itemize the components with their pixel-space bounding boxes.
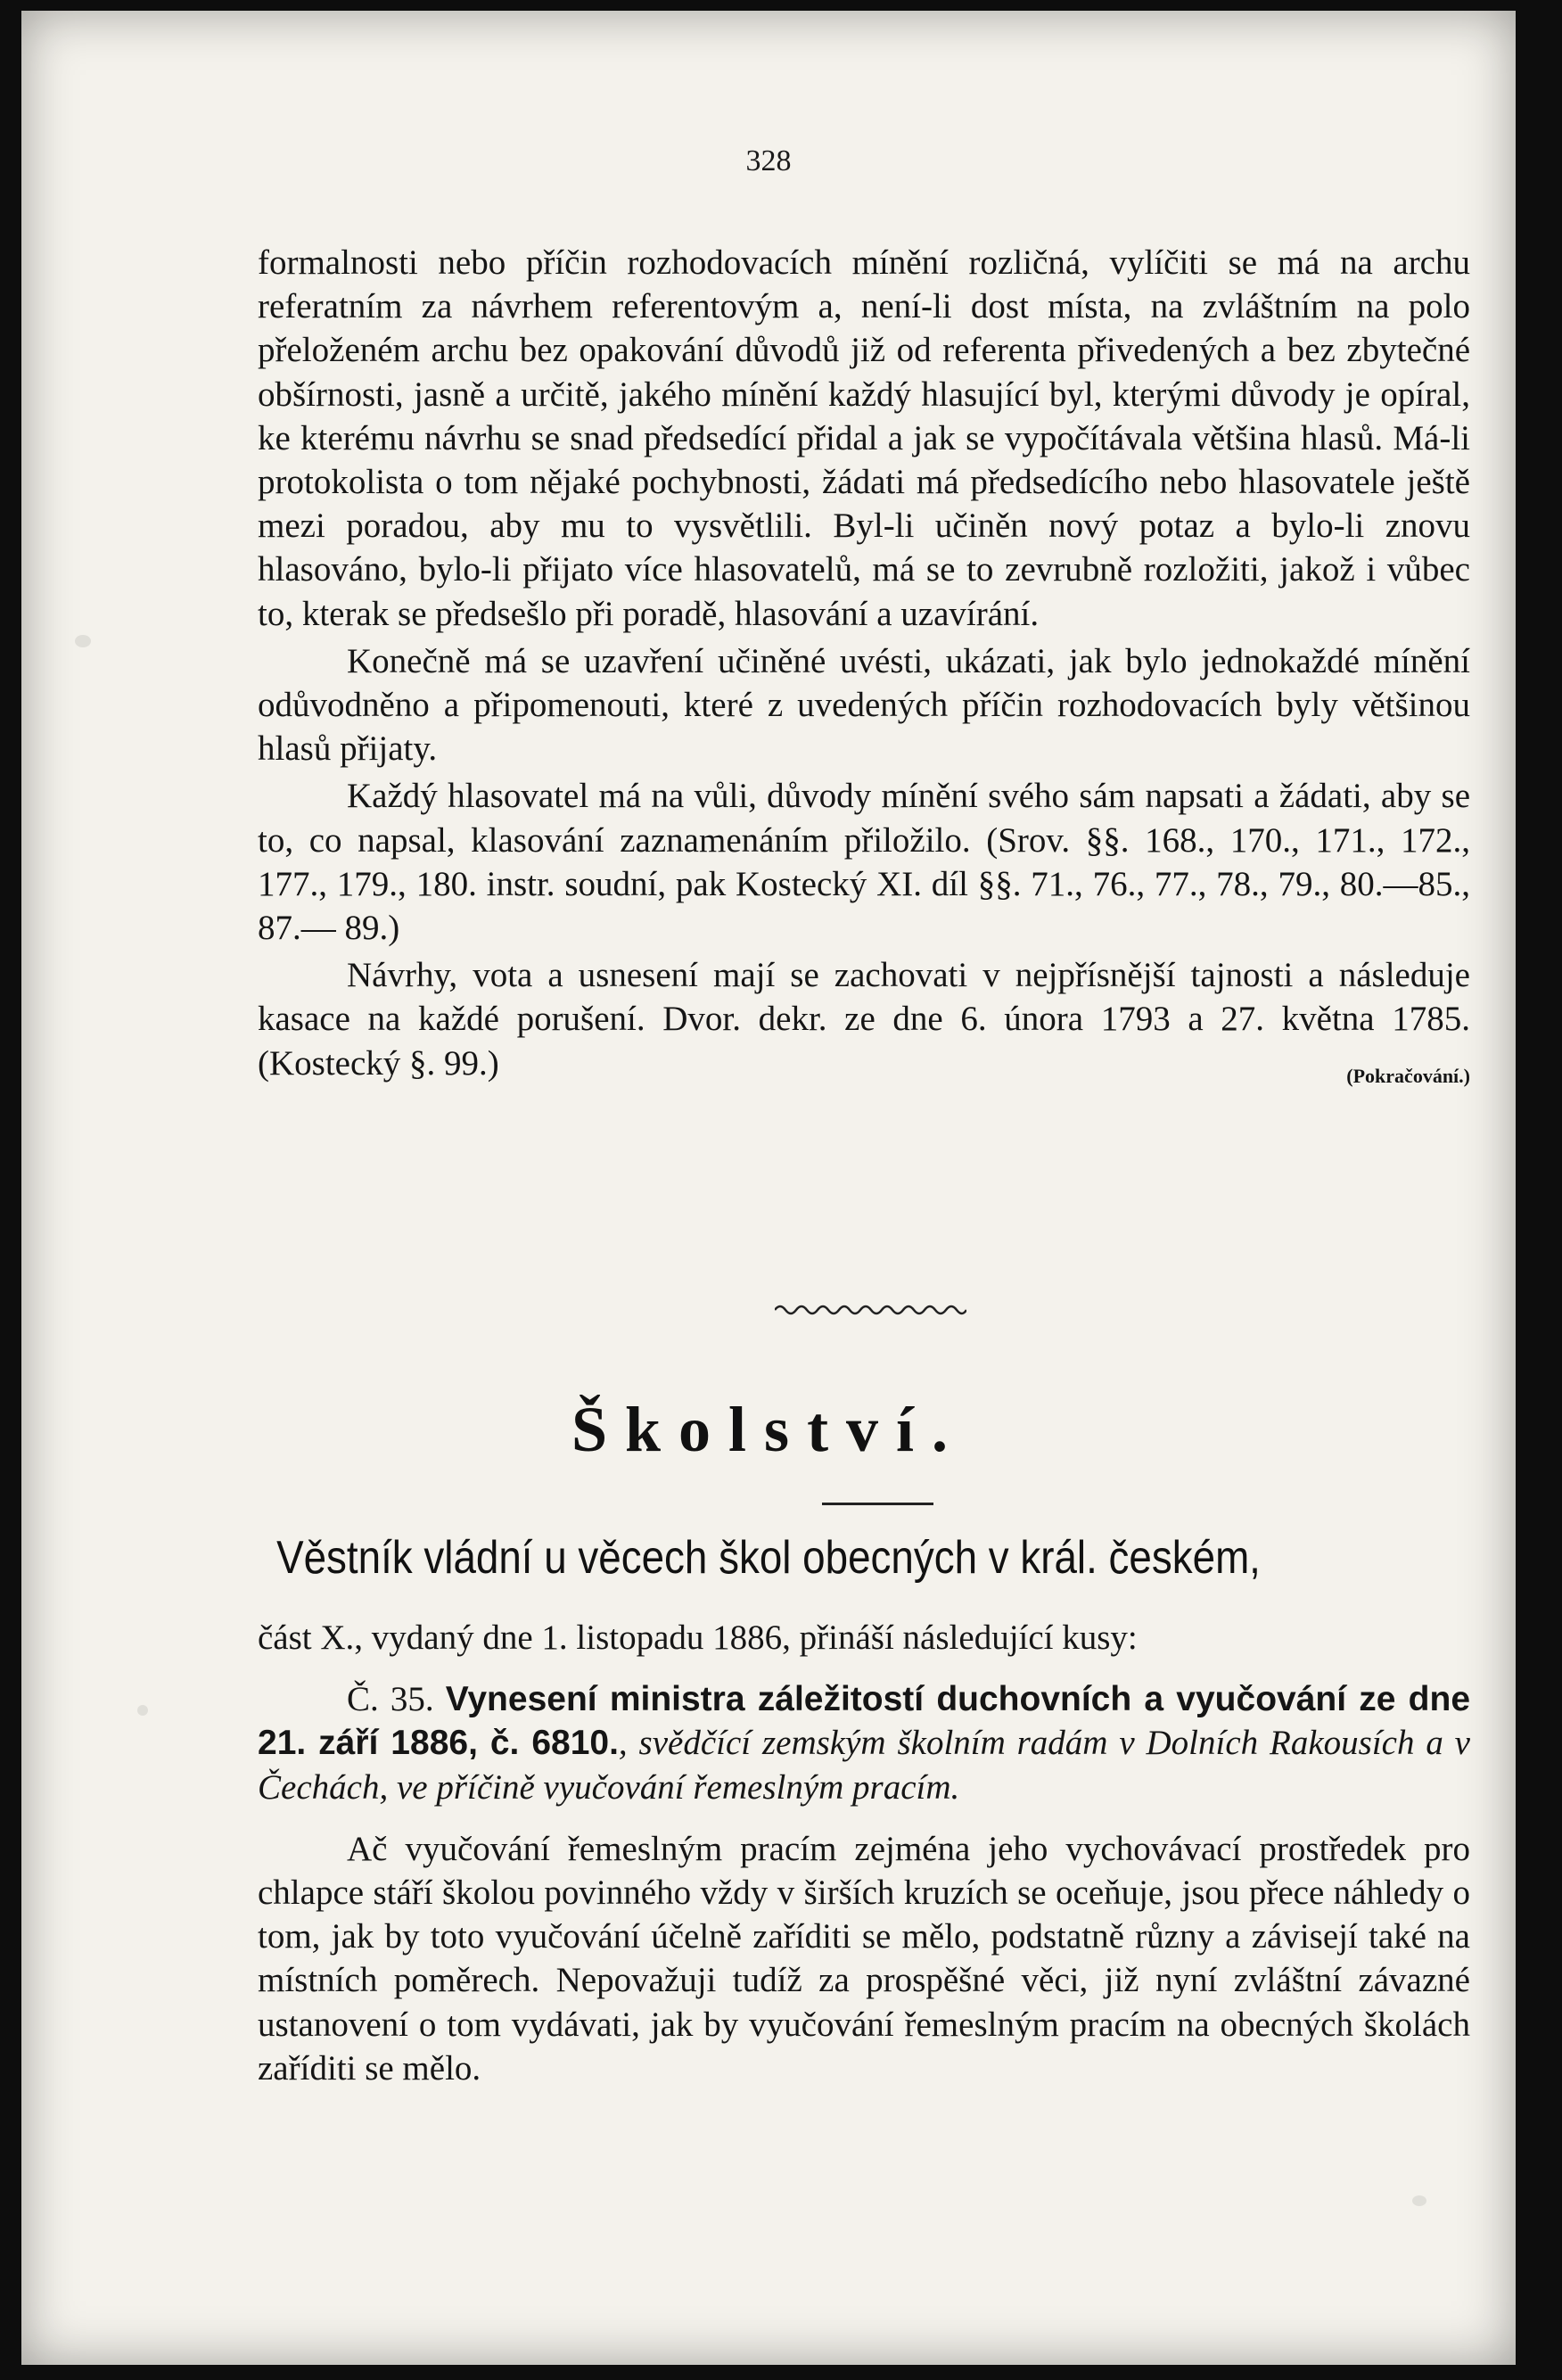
paragraph-2: Konečně má se uzavření učiněné uvésti, ukázati, jak bylo jednokaždé mínění odůvodněno a připomenouti, které z uvedených příčin rozhodovacích byly většinou hlasů přijaty.	[258, 641, 1470, 769]
subtitle: Věstník vládní u věcech škol obecných v král. českém,	[276, 1532, 1261, 1584]
paragraph-3: Každý hlasovatel má na vůli, důvody mínění svého sám napsati a žádati, aby se to, co napsal, klasování zaznamenáním přiložilo. (Srov. §§. 168., 170., 171., 172., 177., 179., 180. instr. soudní, pak Kostecký XI. díl §§. 71., 76., 77., 78., 79., 80.—85., 87.— 89.)	[258, 777, 1470, 948]
title-underline	[822, 1503, 933, 1505]
body-lower	[258, 1616, 1470, 2090]
paragraph-4-text: Návrhy, vota a usnesení mají se zachovati v nejpřísnější tajnosti a následuje kasace na každé porušení. Dvor. dekr. ze dne 6. února 1793 a 27. května 1785. (Kostecký §. 99.)	[258, 956, 1470, 1083]
body-upper	[258, 241, 1470, 1098]
scan-speck	[137, 1705, 148, 1716]
item-description: , svědčící zemským školním radám v Dolních Rakousích a v Čechách, ve příčině vyučování řemeslným pracím.	[258, 1724, 1470, 1807]
item-entry	[258, 1677, 1470, 1809]
page-number: 328	[745, 144, 792, 177]
ornamental-squiggle-divider	[775, 1301, 966, 1319]
scan-speck	[1412, 2195, 1426, 2206]
paragraph-4	[258, 953, 1470, 1085]
scanned-page	[21, 11, 1516, 2365]
continued-note: (Pokračování.)	[1346, 1064, 1470, 1087]
scan-speck	[75, 635, 91, 647]
item-number: Č. 35.	[347, 1680, 434, 1719]
item-heading: Vynesení ministra záležitostí duchovních a vyučování ze dne 21. září 1886, č. 6810.	[258, 1680, 1471, 1763]
section-title: Školství.	[571, 1394, 966, 1465]
issue-line: část X., vydaný dne 1. listopadu 1886, přináší následující kusy:	[258, 1618, 1138, 1657]
paragraph-1: formalnosti nebo příčin rozhodovacích mínění rozličná, vylíčiti se má na archu referatním za návrhem referentovým a, není-li dost místa, na zvláštním na polo přeloženém archu bez opakování důvodů již od referenta přivedených a bez zbytečné obšírnosti, jasně a určitě, jakého mínění každý hlasující byl, kterými důvody je opíral, ke kterému návrhu se snad předsedící přidal a jak se vypočítávala většina hlasů. Má-li protokolista o tom nějaké pochybnosti, žádati má předsedícího nebo hlasovatele ještě mezi poradou, aby mu to vysvětlili. Byl-li učiněn nový potaz a bylo-li znovu hlasováno, bylo-li přijato více hlasovatelů, má se to zevrubně rozložiti, jakož i vůbec to, kterak se předsešlo při poradě, hlasování a uzavírání.	[258, 243, 1470, 633]
paragraph-5: Ač vyučování řemeslným pracím zejména jeho vychovávací prostředek pro chlapce stáří školou povinného vždy v širších kruzích se oceňuje, jsou přece náhledy o tom, jak by toto vyučování účelně zaříditi se mělo, podstatně různy a závisejí také na místních poměrech. Nepovažuji tudíž za prospěšné věci, již nyní zvláštní závazné ustanovení o tom vydávati, jak by vyučování řemeslným pracím na obecných školách zaříditi se mělo.	[258, 1829, 1470, 2088]
